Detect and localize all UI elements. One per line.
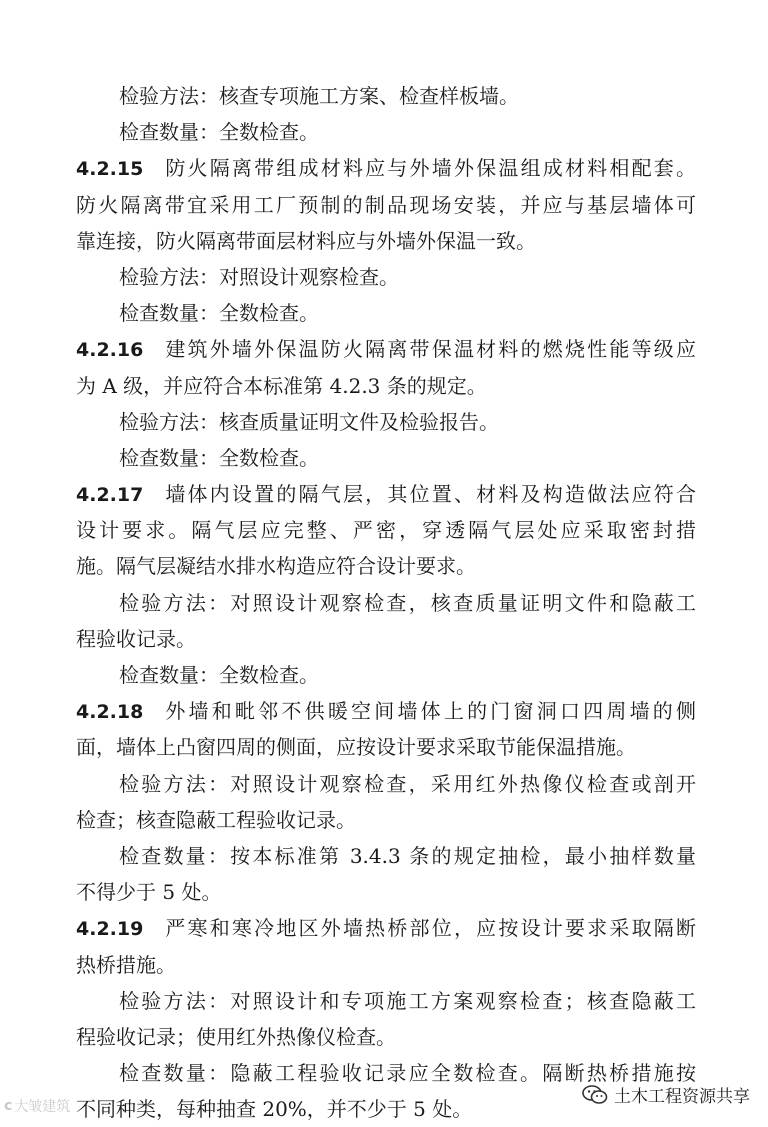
text-line: 施。隔气层凝结水排水构造应符合设计要求。 bbox=[76, 554, 476, 579]
clause-line bbox=[76, 331, 696, 367]
clause-text: 建筑外墙外保温防火隔离带保温材料的燃烧性能等级应 bbox=[165, 337, 696, 362]
text-line: 检验方法：核查质量证明文件及检验报告。 bbox=[119, 409, 499, 434]
clause-number: 4.2.15 bbox=[76, 158, 144, 181]
clause-line bbox=[76, 910, 696, 946]
text-line: 检验方法：对照设计观察检查，核查质量证明文件和隐蔽工 bbox=[119, 590, 696, 615]
text-line: 程验收记录；使用红外热像仪检查。 bbox=[76, 1024, 396, 1049]
clause-line bbox=[76, 476, 696, 512]
text-line: 为 A 级，并应符合本标准第 4.2.3 条的规定。 bbox=[76, 373, 487, 398]
text-line: 检查数量：隐蔽工程验收记录应全数检查。隔断热桥措施按 bbox=[119, 1061, 696, 1086]
watermark-text: 大皱建筑 bbox=[14, 1099, 71, 1115]
clause-number: 4.2.18 bbox=[76, 701, 144, 724]
clause-text: 防火隔离带组成材料应与外墙外保温组成材料相配套。 bbox=[165, 156, 696, 181]
text-line: 不同种类，每种抽查 20%，并不少于 5 处。 bbox=[76, 1097, 473, 1122]
document-body bbox=[76, 78, 696, 1127]
text-line: 防火隔离带宜采用工厂预制的制品现场安装，并应与基层墙体可 bbox=[76, 192, 696, 217]
text-line: 检查数量：按本标准第 3.4.3 条的规定抽检，最小抽样数量 bbox=[119, 843, 696, 868]
text-line: 设计要求。隔气层应完整、严密，穿透隔气层处应采取密封措 bbox=[76, 518, 696, 543]
text-line: 靠连接，防火隔离带面层材料应与外墙外保温一致。 bbox=[76, 228, 536, 253]
clause-number: 4.2.19 bbox=[76, 918, 144, 941]
text-line: 检验方法：对照设计和专项施工方案观察检查；核查隐蔽工 bbox=[119, 988, 696, 1013]
clause-line bbox=[76, 150, 696, 186]
text-line: 检查数量：全数检查。 bbox=[119, 445, 319, 470]
text-line: 检验方法：对照设计观察检查。 bbox=[119, 264, 399, 289]
clause-text: 墙体内设置的隔气层，其位置、材料及构造做法应符合 bbox=[165, 482, 696, 507]
text-line: 检验方法：核查专项施工方案、检查样板墙。 bbox=[119, 84, 519, 108]
text-line: 不得少于 5 处。 bbox=[76, 880, 222, 905]
clause-number: 4.2.17 bbox=[76, 484, 144, 507]
watermark bbox=[4, 1096, 70, 1116]
clause-line bbox=[76, 693, 696, 729]
watermark-logo-icon: c bbox=[4, 1098, 13, 1114]
wechat-icon bbox=[582, 1085, 608, 1105]
text-line: 检验方法：对照设计观察检查，采用红外热像仪检查或剖开 bbox=[119, 771, 696, 796]
clause-text: 严寒和寒冷地区外墙热桥部位，应按设计要求采取隔断 bbox=[165, 916, 696, 941]
source-text: 土木工程资源共享 bbox=[614, 1087, 750, 1107]
text-line: 面，墙体上凸窗四周的侧面，应按设计要求采取节能保温措施。 bbox=[76, 735, 636, 760]
text-line: 程验收记录。 bbox=[76, 626, 196, 651]
text-line: 检查数量：全数检查。 bbox=[119, 120, 319, 145]
clause-number: 4.2.16 bbox=[76, 339, 144, 362]
text-line: 检查数量：全数检查。 bbox=[119, 301, 319, 326]
clause-text: 外墙和毗邻不供暖空间墙体上的门窗洞口四周墙的侧 bbox=[165, 699, 696, 724]
text-line: 热桥措施。 bbox=[76, 952, 176, 977]
source-credit bbox=[582, 1082, 750, 1107]
text-line: 检查数量：全数检查。 bbox=[119, 663, 319, 687]
text-line: 检查；核查隐蔽工程验收记录。 bbox=[76, 807, 356, 832]
